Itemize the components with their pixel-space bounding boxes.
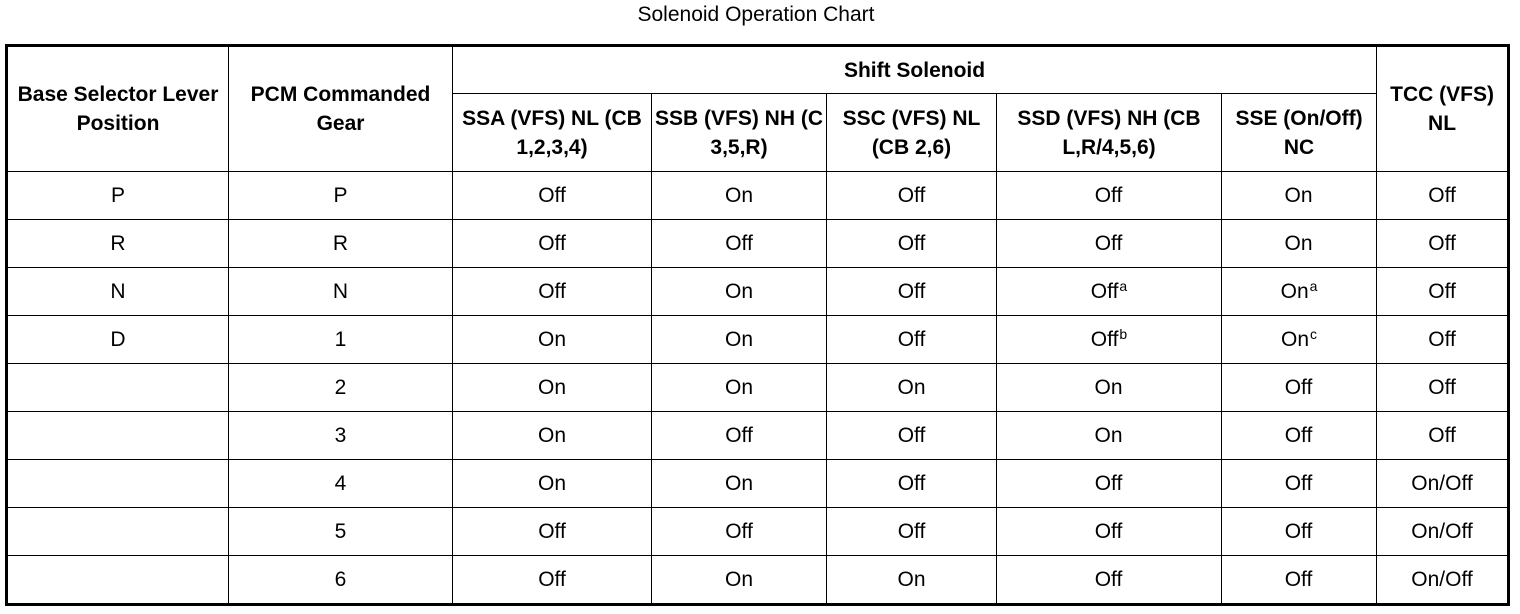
sse-value: Off [1284, 519, 1313, 543]
table-body [7, 172, 1509, 605]
cell-lever: R [7, 220, 229, 268]
table-row [7, 268, 1509, 316]
ssd-value: Off [1090, 327, 1119, 351]
cell-gear: R [229, 220, 453, 268]
table-row [7, 364, 1509, 412]
cell-ssd [997, 268, 1222, 316]
cell-sse [1222, 316, 1377, 364]
cell-sse [1222, 556, 1377, 605]
cell-gear: 5 [229, 508, 453, 556]
sse-value: On [1284, 231, 1313, 255]
cell-ssc: Off [827, 172, 997, 220]
cell-ssa: Off [453, 220, 652, 268]
cell-sse [1222, 412, 1377, 460]
cell-sse [1222, 460, 1377, 508]
sse-footnote: c [1310, 325, 1318, 342]
sse-value: Off [1284, 567, 1313, 591]
cell-gear: P [229, 172, 453, 220]
cell-gear: 6 [229, 556, 453, 605]
cell-ssa: Off [453, 508, 652, 556]
cell-ssb: On [652, 316, 827, 364]
cell-ssc: Off [827, 220, 997, 268]
cell-ssa: On [453, 364, 652, 412]
cell-tcc: Off [1377, 220, 1509, 268]
header-row-1 [7, 46, 1509, 94]
ssd-value: On [1094, 423, 1123, 447]
sse-value: On [1281, 327, 1310, 351]
cell-sse [1222, 268, 1377, 316]
sse-value: On [1284, 183, 1313, 207]
cell-tcc: Off [1377, 364, 1509, 412]
ssd-value: Off [1090, 279, 1119, 303]
ssd-footnote: a [1119, 277, 1128, 294]
cell-ssd [997, 316, 1222, 364]
cell-ssb: On [652, 364, 827, 412]
table-row [7, 556, 1509, 605]
cell-ssa: Off [453, 172, 652, 220]
table-row [7, 508, 1509, 556]
cell-ssb: On [652, 460, 827, 508]
cell-lever: N [7, 268, 229, 316]
cell-ssa: Off [453, 556, 652, 605]
cell-tcc: Off [1377, 316, 1509, 364]
ssd-value: Off [1094, 519, 1123, 543]
table-row [7, 460, 1509, 508]
cell-ssa: On [453, 412, 652, 460]
cell-ssd [997, 508, 1222, 556]
cell-gear: 4 [229, 460, 453, 508]
cell-ssc: Off [827, 508, 997, 556]
header-tcc: TCC (VFS) NL [1377, 46, 1509, 172]
cell-lever [7, 556, 229, 605]
cell-sse [1222, 508, 1377, 556]
sse-value: Off [1284, 375, 1313, 399]
sse-value: Off [1284, 423, 1313, 447]
cell-ssd [997, 220, 1222, 268]
cell-gear: 1 [229, 316, 453, 364]
ssd-value: Off [1094, 567, 1123, 591]
cell-ssb: Off [652, 220, 827, 268]
cell-tcc: On/Off [1377, 508, 1509, 556]
cell-tcc: Off [1377, 268, 1509, 316]
cell-lever [7, 412, 229, 460]
cell-lever: D [7, 316, 229, 364]
cell-ssb: On [652, 556, 827, 605]
cell-ssa: On [453, 316, 652, 364]
cell-ssb: Off [652, 508, 827, 556]
header-ssb: SSB (VFS) NH (C 3,5,R) [652, 94, 827, 172]
cell-ssa: Off [453, 268, 652, 316]
cell-gear: N [229, 268, 453, 316]
cell-lever [7, 364, 229, 412]
table-row [7, 172, 1509, 220]
ssd-footnote: b [1119, 325, 1128, 342]
cell-ssd [997, 412, 1222, 460]
cell-ssa: On [453, 460, 652, 508]
cell-tcc: Off [1377, 412, 1509, 460]
cell-ssb: On [652, 268, 827, 316]
cell-ssc: On [827, 556, 997, 605]
ssd-value: Off [1094, 231, 1123, 255]
cell-tcc: On/Off [1377, 460, 1509, 508]
cell-ssc: Off [827, 268, 997, 316]
sse-value: On [1280, 279, 1309, 303]
header-ssd: SSD (VFS) NH (CB L,R/4,5,6) [997, 94, 1222, 172]
cell-tcc: On/Off [1377, 556, 1509, 605]
cell-lever [7, 460, 229, 508]
cell-ssb: On [652, 172, 827, 220]
cell-gear: 3 [229, 412, 453, 460]
chart-title: Solenoid Operation Chart [637, 3, 875, 26]
header-ssc: SSC (VFS) NL (CB 2,6) [827, 94, 997, 172]
table-row [7, 316, 1509, 364]
cell-ssc: Off [827, 316, 997, 364]
cell-ssd [997, 460, 1222, 508]
cell-ssc: Off [827, 412, 997, 460]
cell-sse [1222, 220, 1377, 268]
cell-sse [1222, 172, 1377, 220]
cell-ssd [997, 364, 1222, 412]
cell-ssc: On [827, 364, 997, 412]
cell-tcc: Off [1377, 172, 1509, 220]
header-ssa: SSA (VFS) NL (CB 1,2,3,4) [453, 94, 652, 172]
ssd-value: Off [1094, 183, 1123, 207]
cell-ssd [997, 556, 1222, 605]
table-row [7, 220, 1509, 268]
cell-sse [1222, 364, 1377, 412]
cell-lever: P [7, 172, 229, 220]
cell-ssb: Off [652, 412, 827, 460]
cell-gear: 2 [229, 364, 453, 412]
header-sse: SSE (On/Off) NC [1222, 94, 1377, 172]
ssd-value: Off [1094, 471, 1123, 495]
cell-lever [7, 508, 229, 556]
cell-ssd [997, 172, 1222, 220]
ssd-value: On [1094, 375, 1123, 399]
header-pcm-gear: PCM Commanded Gear [229, 46, 453, 172]
header-base-selector: Base Selector Lever Position [7, 46, 229, 172]
table-row [7, 412, 1509, 460]
sse-footnote: a [1309, 277, 1318, 294]
header-shift-solenoid: Shift Solenoid [453, 46, 1377, 94]
solenoid-operation-table [5, 44, 1510, 606]
cell-ssc: Off [827, 460, 997, 508]
sse-value: Off [1284, 471, 1313, 495]
